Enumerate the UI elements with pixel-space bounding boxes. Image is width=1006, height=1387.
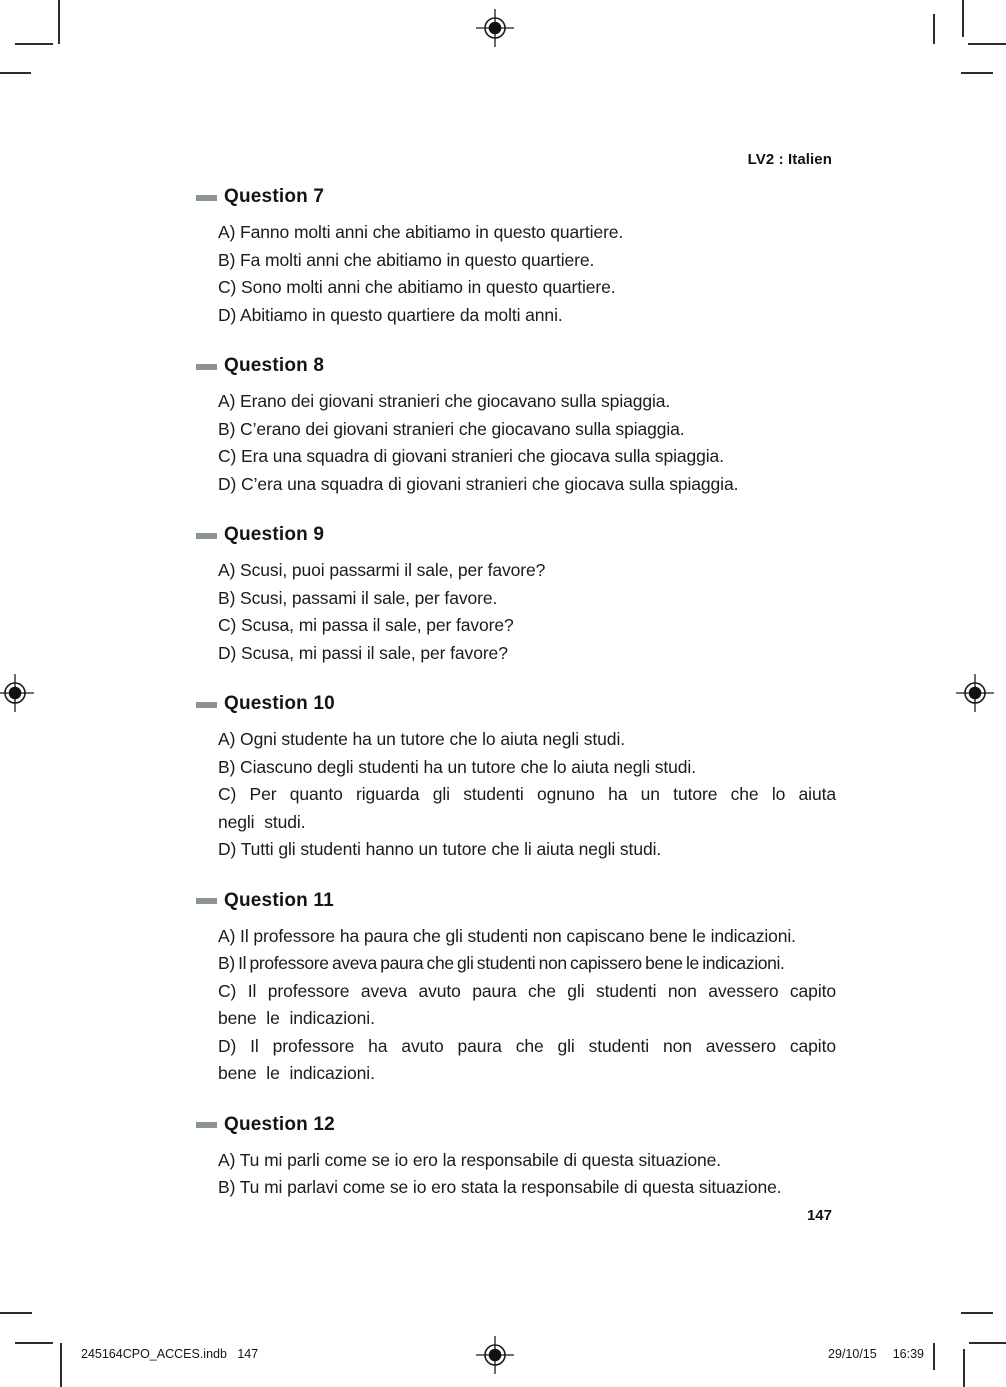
crop-mark (60, 1343, 62, 1387)
question-dash-marker (196, 533, 217, 539)
page-number: 147 (806, 1207, 832, 1224)
question-block-7 (196, 186, 836, 329)
question-heading (196, 1114, 836, 1136)
question-dash-marker (196, 898, 217, 904)
answer-option-d: D) Il professore ha avuto paura che gli studenti non avessero capito bene le indicazioni. (218, 1035, 836, 1083)
answer-options (196, 726, 836, 864)
answer-options (196, 388, 836, 498)
question-block-10 (196, 693, 836, 864)
answer-options (196, 219, 836, 329)
crop-mark (961, 72, 993, 74)
answer-option-d: D) C’era una squadra di giovani stranieri che giocava sulla spiaggia. (218, 473, 739, 494)
answer-option-c: C) Per quanto riguarda gli studenti ognuno ha un tutore che lo aiuta negli studi. (218, 784, 836, 832)
answer-option-a: A) Il professore ha paura che gli studenti non capiscano bene le indicazioni. (218, 925, 796, 946)
answer-option-b: B) Tu mi parlavi come se io ero stata la responsabile di questa situazione. (218, 1177, 782, 1197)
print-time: 16:39 (892, 1347, 924, 1361)
answer-option-a: A) Fanno molti anni che abitiamo in questo quartiere. (218, 222, 624, 242)
answer-option-d: D) Scusa, mi passi il sale, per favore? (218, 642, 508, 663)
crop-mark (15, 1342, 53, 1344)
answer-option-c: C) Il professore aveva avuto paura che gli studenti non avessero capito bene le indicazioni. (218, 980, 836, 1028)
answer-option-a: A) Ogni studente ha un tutore che lo aiuta negli studi. (218, 729, 625, 749)
question-title: Question 7 (224, 186, 325, 207)
answer-option-c: C) Era una squadra di giovani stranieri che giocava sulla spiaggia. (218, 446, 724, 466)
question-title: Question 11 (224, 889, 334, 911)
question-heading (196, 693, 836, 715)
crop-mark (0, 72, 31, 74)
answer-option-a: A) Tu mi parli come se io ero la responsabile di questa situazione. (218, 1149, 722, 1170)
registration-mark-icon (476, 9, 514, 47)
answer-option-a: A) Scusi, puoi passarmi il sale, per favore? (218, 560, 546, 580)
answer-option-c: C) Scusa, mi passa il sale, per favore? (218, 615, 514, 635)
crop-mark (15, 43, 53, 45)
answer-option-b: B) Il professore aveva paura che gli studenti non capissero bene le indicazioni. (218, 953, 785, 973)
question-dash-marker (196, 364, 217, 370)
crop-mark (58, 0, 60, 44)
answer-option-b: B) Ciascuno degli studenti ha un tutore che lo aiuta negli studi. (218, 756, 696, 777)
crop-mark (0, 1312, 32, 1314)
answer-option-b: B) Scusi, passami il sale, per favore. (218, 587, 498, 608)
registration-mark-icon (956, 674, 994, 712)
print-date: 29/10/15 (828, 1347, 877, 1361)
question-heading (196, 890, 836, 912)
registration-mark-icon (0, 674, 34, 712)
page-header-label: LV2 : Italien (747, 151, 832, 168)
registration-mark-icon (476, 1336, 514, 1374)
question-heading (196, 524, 836, 546)
question-block-12 (196, 1114, 836, 1202)
question-title: Question 9 (224, 524, 325, 545)
answer-option-d: D) Abitiamo in questo quartiere da molti anni. (218, 304, 563, 325)
answer-option-b: B) Fa molti anni che abitiamo in questo quartiere. (218, 249, 595, 270)
question-block-9 (196, 524, 836, 667)
crop-mark (969, 1342, 1006, 1344)
answer-option-b: B) C’erano dei giovani stranieri che giocavano sulla spiaggia. (218, 418, 685, 439)
crop-mark (933, 14, 935, 44)
answer-options (196, 557, 836, 667)
question-dash-marker (196, 1122, 217, 1128)
question-title: Question 8 (224, 355, 325, 376)
print-file-slug: 245164CPO_ACCES.indb 147 (81, 1347, 259, 1361)
answer-option-a: A) Erano dei giovani stranieri che giocavano sulla spiaggia. (218, 391, 671, 411)
answer-options (196, 923, 836, 1088)
crop-mark (961, 1312, 993, 1314)
answer-option-d: D) Tutti gli studenti hanno un tutore che li aiuta negli studi. (218, 839, 662, 859)
print-datetime-slug (828, 1347, 924, 1361)
question-title: Question 10 (224, 693, 335, 714)
question-block-11 (196, 890, 836, 1088)
question-heading (196, 355, 836, 377)
question-dash-marker (196, 195, 217, 201)
question-heading (196, 186, 836, 208)
questions-area (196, 186, 836, 1202)
crop-mark (968, 43, 1006, 45)
answer-options (196, 1147, 836, 1202)
question-dash-marker (196, 702, 217, 708)
question-block-8 (196, 355, 836, 498)
crop-mark (933, 1343, 935, 1370)
crop-mark (963, 1349, 965, 1387)
crop-mark (962, 0, 964, 37)
question-title: Question 12 (224, 1113, 335, 1135)
answer-option-c: C) Sono molti anni che abitiamo in questo quartiere. (218, 277, 616, 297)
